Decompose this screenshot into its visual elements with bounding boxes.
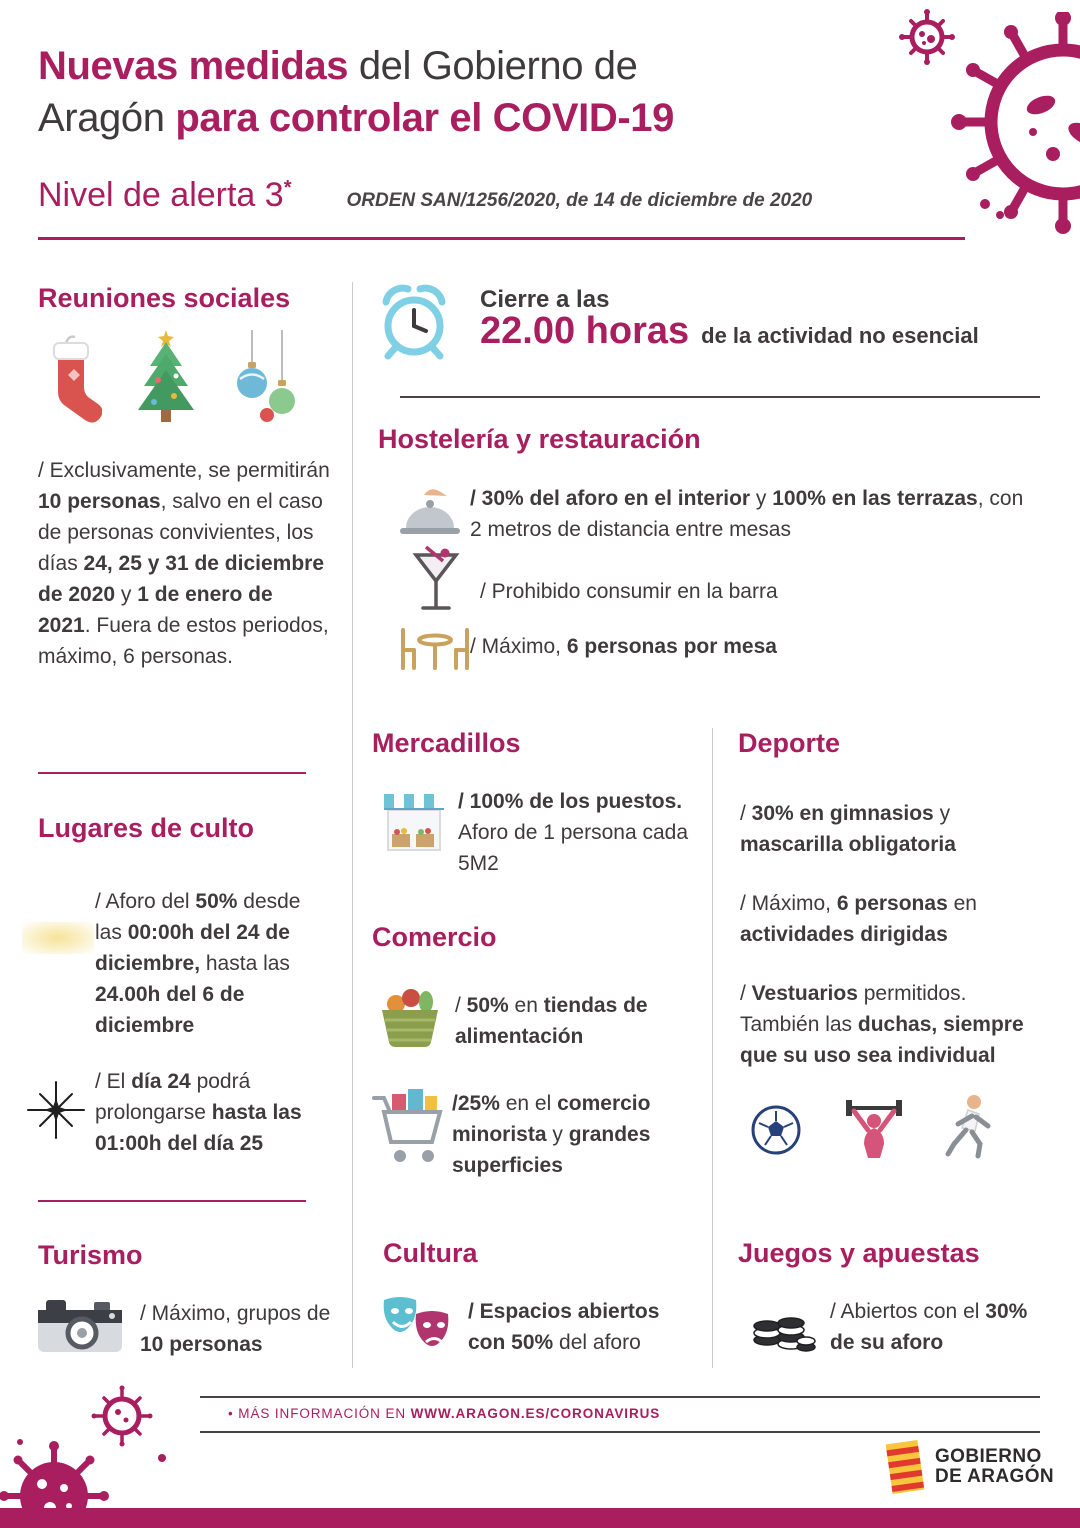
comercio-item-1: / 50% en tiendas de alimentación <box>455 994 648 1048</box>
section-heading-culto: Lugares de culto <box>38 813 255 843</box>
alert-level: Nivel de alerta 3 <box>38 176 284 214</box>
camera-icon <box>36 1294 124 1356</box>
reuniones-body: / Exclusivamente, se permitirán 10 personas, salvo en el caso de personas convivientes, los días 24, 25 y 31 de diciembre de 2020 y 1 de enero de 2021. Fuera de estos periodos, máximo, 6 personas. <box>38 459 330 668</box>
closing-scope: de la actividad no esencial <box>701 323 979 348</box>
weightlifter-icon <box>842 1094 906 1162</box>
table-chairs-icon <box>394 624 476 672</box>
page-title <box>38 40 918 144</box>
header-rule <box>38 237 965 240</box>
logo-line2: DE ARAGÓN <box>935 1466 1055 1487</box>
cultura-item: / Espacios abiertos con 50% del aforo <box>468 1300 660 1354</box>
runner-icon <box>938 1092 998 1162</box>
alert-row <box>38 176 812 215</box>
order-reference: ORDEN SAN/1256/2020, de 14 de diciembre de 2020 <box>346 190 813 211</box>
poker-chips-icon <box>750 1294 816 1356</box>
hosteleria-item-2: / Prohibido consumir en la barra <box>480 580 778 603</box>
christmas-tree-icon <box>130 330 202 426</box>
section-heading-deporte: Deporte <box>738 728 841 758</box>
theater-masks-icon <box>378 1292 456 1358</box>
hosteleria-item-1: / 30% del aforo en el interior y 100% en las terrazas, con 2 metros de distancia entre mesas <box>470 487 1024 541</box>
column-divider-right <box>712 728 713 1368</box>
closing-line <box>480 310 979 353</box>
cocktail-icon <box>410 545 462 619</box>
turismo-item: / Máximo, grupos de 10 personas <box>140 1302 331 1356</box>
baubles-icon <box>230 330 302 426</box>
cloche-icon <box>394 486 466 544</box>
stocking-icon <box>40 331 102 426</box>
deporte-item-2: / Máximo, 6 personas en actividades dirigidas <box>740 892 977 946</box>
bottom-bar <box>0 1508 1080 1528</box>
juegos-item: / Abiertos con el 30% de su aforo <box>830 1300 1028 1354</box>
section-heading-cultura: Cultura <box>383 1238 478 1268</box>
section-heading-reuniones: Reuniones sociales <box>38 283 291 313</box>
section-heading-juegos: Juegos y apuestas <box>738 1238 980 1268</box>
gobierno-aragon-logo <box>885 1440 1054 1494</box>
section-heading-hosteleria: Hostelería y restauración <box>378 424 701 454</box>
footer-rule-bottom <box>200 1431 1040 1433</box>
closing-intro: Cierre a las <box>480 286 610 313</box>
footer-rule-top <box>200 1396 1040 1398</box>
page-title-line2: Aragón para controlar el COVID-19 <box>38 96 674 140</box>
market-stall-icon <box>380 788 448 858</box>
section-heading-mercadillos: Mercadillos <box>372 728 521 758</box>
divider-culto-turismo <box>38 1200 306 1202</box>
glow-icon <box>22 922 94 954</box>
hosteleria-item-3: / Máximo, 6 personas por mesa <box>470 635 777 658</box>
footer-bullet: • <box>228 1406 234 1421</box>
footer-info-link: WWW.ARAGON.ES/CORONAVIRUS <box>410 1406 661 1421</box>
alarm-clock-icon <box>376 280 452 360</box>
section-heading-comercio: Comercio <box>372 922 497 952</box>
culto-item-2: / El día 24 podrá prolongarse hasta las 01:00h del día 25 <box>95 1070 302 1155</box>
logo-line1: GOBIERNO <box>935 1446 1042 1467</box>
page-title-line1: Nuevas medidas del Gobierno de <box>38 44 638 88</box>
grocery-basket-icon <box>374 984 446 1050</box>
reuniones-icons <box>40 330 302 426</box>
section-heading-turismo: Turismo <box>38 1240 143 1270</box>
sparkle-star-icon <box>26 1080 86 1140</box>
footer-info <box>228 1406 660 1421</box>
virus-icon-large <box>938 12 1080 252</box>
closing-rule <box>400 396 1040 398</box>
mercadillos-item: / 100% de los puestos. Aforo de 1 persona cada 5M2 <box>458 790 688 875</box>
divider-reuniones-culto <box>38 772 306 774</box>
logo-text <box>935 1447 1054 1487</box>
closing-time: 22.00 horas <box>480 310 690 352</box>
deporte-item-1: / 30% en gimnasios y mascarilla obligatoria <box>740 802 956 856</box>
footer-info-prefix: MÁS INFORMACIÓN EN <box>238 1406 411 1421</box>
culto-item-1: / Aforo del 50% desde las 00:00h del 24 de diciembre, hasta las 24.00h del 6 de diciembre <box>95 890 301 1037</box>
soccer-ball-icon <box>750 1104 802 1156</box>
comercio-item-2: /25% en el comercio minorista y grandes superficies <box>452 1092 651 1177</box>
deporte-item-3: / Vestuarios permitidos. También las duchas, siempre que su uso sea individual <box>740 982 1024 1067</box>
virus-icon-footer <box>0 1384 187 1528</box>
alert-footnote-mark: * <box>283 177 292 199</box>
column-divider-left <box>352 282 353 1368</box>
shopping-cart-icon <box>370 1082 452 1168</box>
aragon-flag-icon <box>885 1440 925 1494</box>
